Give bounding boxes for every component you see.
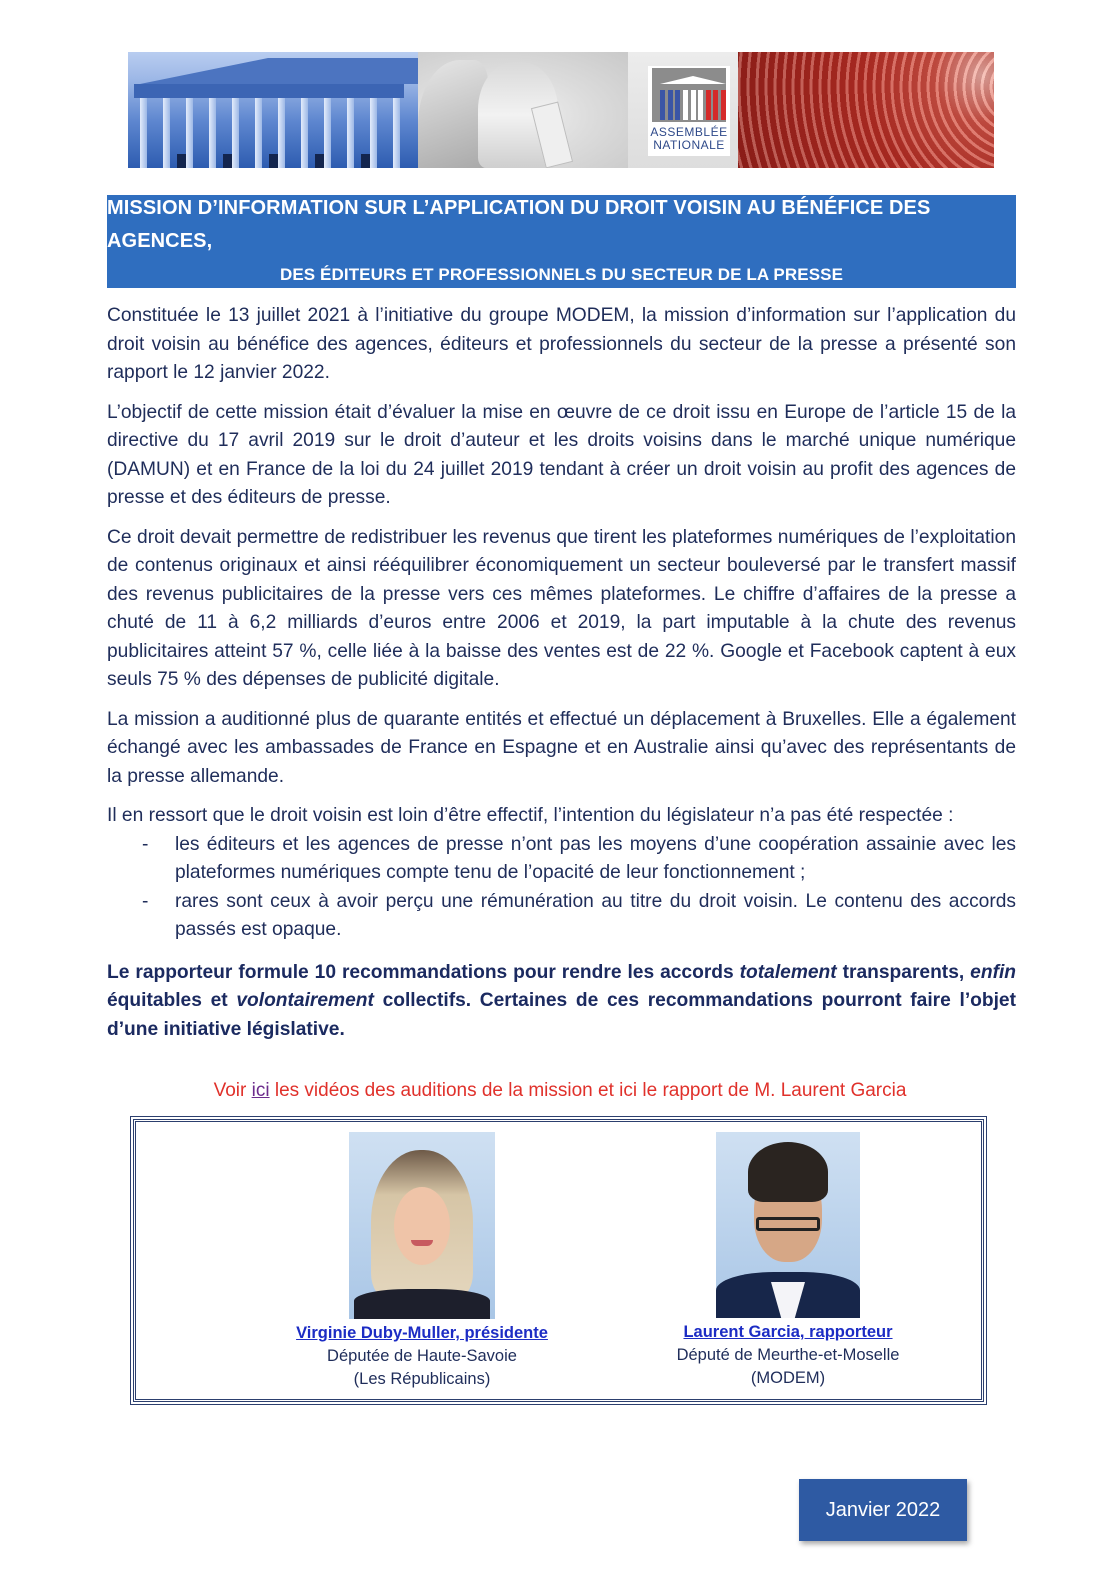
title-line-2: DES ÉDITEURS ET PROFESSIONNELS DU SECTEUR DE LA PRESSE — [279, 265, 844, 284]
hemicycle-image — [738, 52, 994, 168]
paragraph-findings: Il en ressort que le droit voisin est loin d’être effectif, l’intention du législateur n’a pas été respectée : — [107, 805, 954, 826]
statue-image — [418, 52, 628, 168]
paragraph-objective: L’objectif de cette mission était d’évaluer la mise en œuvre de ce droit issu en Europe de l’article 15 de la directive du 17 avril 2019 sur le droit d’auteur et les droits voisins dans le marché unique numérique (DAMUN) et en France de la loi du 24 juillet 2019 tendant à créer un droit voisin au profit des agences de presse et des éditeurs de presse. — [107, 401, 1016, 508]
dash-bullet-icon: - — [142, 833, 149, 855]
conclusion-text: Le rapporteur formule 10 recommandations pour rendre les accords — [107, 961, 740, 983]
president-party: (Les Républicains) — [353, 1370, 491, 1388]
page-title — [107, 195, 1016, 288]
president-photo — [349, 1132, 495, 1319]
paragraph-constitution: Constituée le 13 juillet 2021 à l’initiative du groupe MODEM, la mission d’information sur l’application du droit voisin au bénéfice des agences, éditeurs et professionnels du secteur de la presse a présenté son rapport le 12 janvier 2022. — [107, 305, 1016, 383]
findings-list — [107, 831, 1016, 945]
links-text: Voir — [213, 1080, 252, 1101]
conclusion-paragraph — [107, 959, 1016, 1045]
rapporteur-constituency: Député de Meurthe-et-Moselle — [676, 1346, 900, 1364]
report-link[interactable]: ici — [619, 1080, 638, 1101]
paragraph-context: Ce droit devait permettre de redistribuer les revenus que tirent les plateformes numériques de l’exploitation de contenus originaux et ainsi rééquilibrer économiquement un secteur bouleversé par le transfert massif des revenus publicitaires de la presse vers ces mêmes plateformes. Le chiffre d’affaires de la presse a chuté de 11 à 6,2 milliards d’euros entre 2006 et 2019, la part imputable à la chute des revenus publicitaires atteint 57 %, celle liée à la baisse des ventes est de 22 %. Google et Facebook captent à eux seuls 75 % des dépenses de publicité digitale. — [107, 526, 1016, 690]
rapporteur-name-link[interactable]: Laurent Garcia, rapporteur — [683, 1323, 893, 1341]
mission-members-box — [133, 1119, 984, 1402]
president-constituency: Députée de Haute-Savoie — [327, 1347, 517, 1365]
resources-links-line — [130, 1080, 990, 1102]
conclusion-text: équitables et — [107, 990, 237, 1011]
conclusion-text: collectifs. Certaines de ces recommandations pourront faire l’objet d’une initiative législative. — [107, 990, 1016, 1040]
links-text: les vidéos des auditions de la mission et — [269, 1080, 620, 1101]
member-card-rapporteur — [598, 1132, 978, 1390]
header-banner — [128, 52, 994, 168]
document-body — [107, 302, 1016, 1055]
logo-text-line2: NATIONALE — [653, 138, 725, 152]
list-item-text: rares sont ceux à avoir perçu une rémunération au titre du droit voisin. Le contenu des accords passés est opaque. — [175, 890, 1016, 940]
dash-bullet-icon: - — [142, 890, 149, 912]
title-line-1: MISSION D’INFORMATION SUR L’APPLICATION DU DROIT VOISIN AU BÉNÉFICE DES AGENCES, — [107, 197, 931, 252]
date-badge: Janvier 2022 — [799, 1479, 967, 1541]
logo-text-line1: ASSEMBLÉE — [650, 125, 728, 139]
list-item-text: les éditeurs et les agences de presse n’ont pas les moyens d’une coopération assainie avec les plateformes numériques compte tenu de l’opacité de leur fonctionnement ; — [175, 833, 1016, 883]
member-card-president — [232, 1132, 612, 1391]
links-text: le rapport de M. Laurent Garcia — [637, 1080, 907, 1101]
paragraph-auditions: La mission a auditionné plus de quarante entités et effectué un déplacement à Bruxelles. Elle a également échangé avec les ambassades de France en Espagne et en Australie ainsi qu’avec des représentants de la presse allemande. — [107, 708, 1016, 787]
president-name-link[interactable]: Virginie Duby-Muller, présidente — [296, 1324, 548, 1342]
videos-link[interactable]: ici — [251, 1080, 270, 1101]
palais-bourbon-image — [128, 52, 418, 168]
rapporteur-party: (MODEM) — [750, 1369, 826, 1387]
conclusion-emphasis: totalement — [739, 961, 837, 983]
conclusion-emphasis: volontairement — [236, 990, 374, 1011]
tricolor-columns-icon — [660, 90, 726, 120]
assemblee-nationale-logo — [628, 52, 738, 168]
conclusion-emphasis: enfin — [970, 961, 1017, 983]
list-item — [107, 888, 1016, 945]
conclusion-text: transparents, — [836, 961, 971, 983]
rapporteur-photo — [716, 1132, 860, 1318]
list-item — [107, 831, 1016, 888]
